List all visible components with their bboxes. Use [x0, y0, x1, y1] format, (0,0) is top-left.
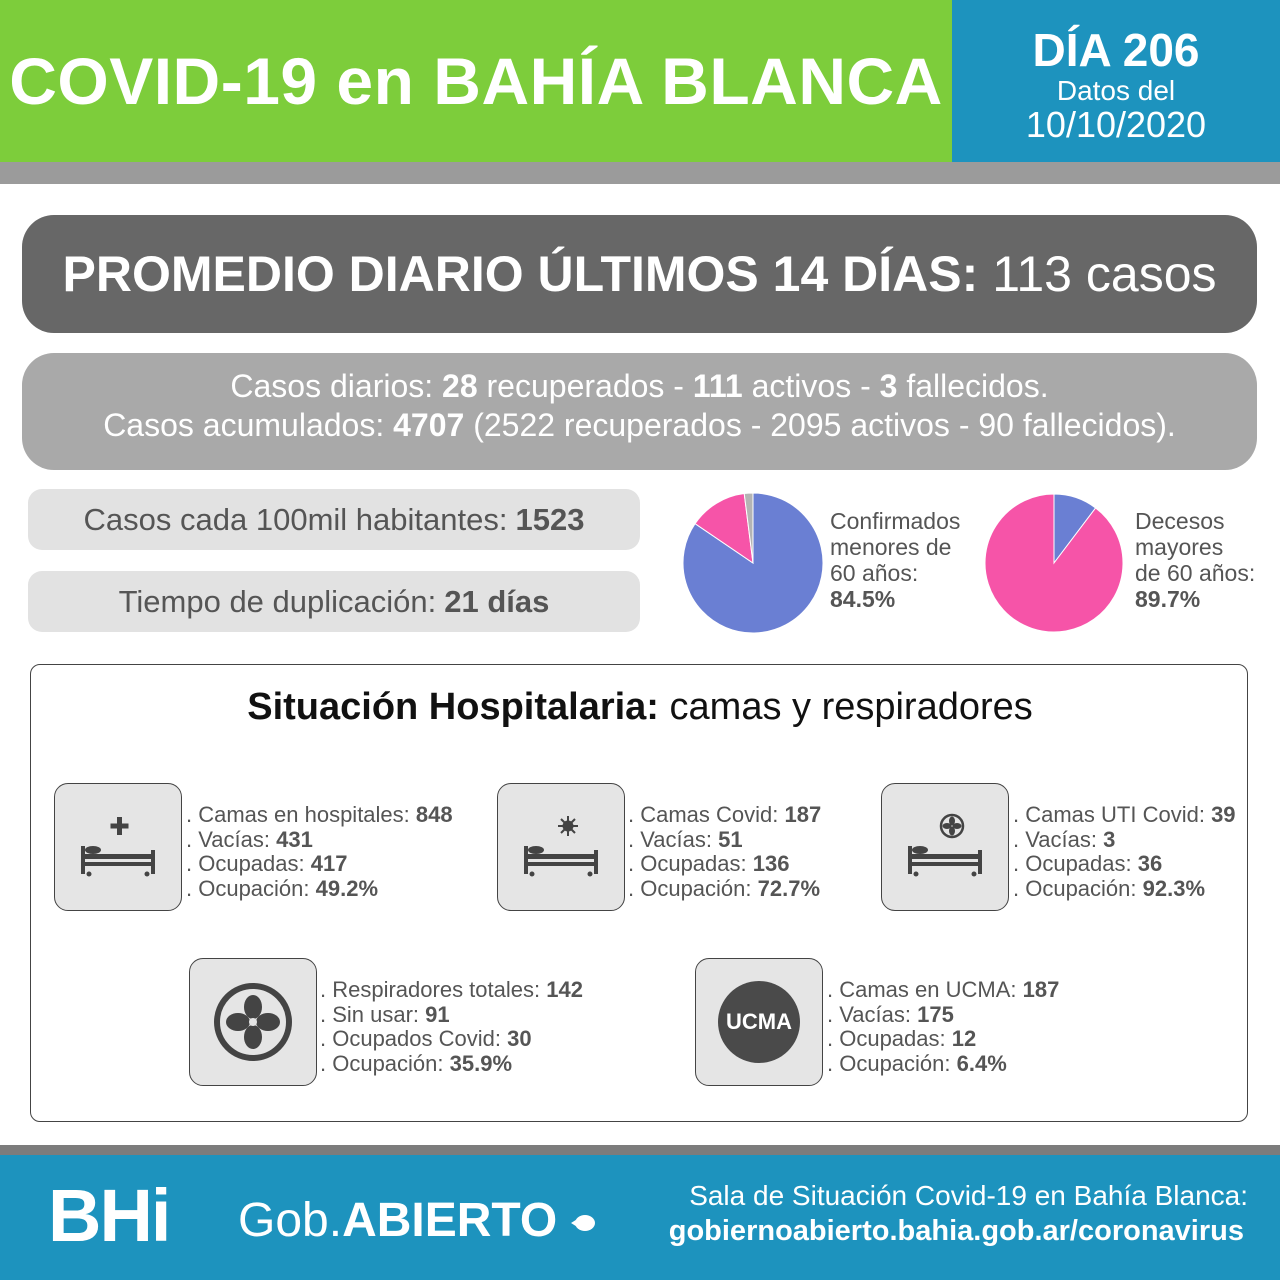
stat-label: . Vacías:	[1013, 826, 1097, 852]
cumulative-cases-line	[22, 406, 1257, 445]
deaths-over-60-percent: 89.7%	[1135, 586, 1201, 612]
stat-row	[320, 1027, 583, 1052]
footer	[0, 1155, 1280, 1280]
ventilator-fan-icon	[189, 958, 317, 1086]
stat-label: . Vacías:	[827, 1001, 911, 1027]
stat-label: . Camas en hospitales:	[186, 802, 410, 827]
stat-row	[320, 978, 583, 1003]
speech-bubble-icon	[571, 1213, 597, 1233]
stat-value: 431	[276, 826, 313, 852]
stat-value: 91	[425, 1001, 450, 1027]
pie-label-line: menores de	[830, 534, 952, 560]
pie-label-line: Confirmados	[830, 508, 961, 534]
stat-label: . Ocupados Covid:	[320, 1026, 501, 1051]
stat-label: . Ocupación:	[827, 1050, 951, 1076]
stat-value: 6.4%	[956, 1050, 1007, 1076]
daily-average-banner	[22, 215, 1257, 333]
stat-row	[827, 1003, 1059, 1028]
stat-row	[827, 1052, 1059, 1077]
cases-per-100k-value: 1523	[515, 501, 585, 537]
stat-value: 848	[415, 802, 453, 827]
situation-room-text: Sala de Situación Covid-19 en Bahía Blanca:	[689, 1180, 1248, 1211]
daily-average-label: PROMEDIO DIARIO ÚLTIMOS 14 DÍAS:	[62, 246, 979, 302]
stat-value: 51	[718, 826, 743, 852]
uti-beds-stats	[1013, 803, 1236, 901]
cases-per-100k-label: Casos cada 100mil habitantes:	[83, 501, 508, 537]
gob-abierto-logo	[238, 1193, 597, 1248]
ucma-badge: UCMA	[718, 981, 800, 1063]
stat-row	[1013, 828, 1236, 853]
pie-label-line: Decesos	[1135, 508, 1225, 534]
stat-row	[186, 803, 453, 828]
stat-row	[186, 852, 453, 877]
stat-value: 49.2%	[315, 875, 379, 901]
stat-label: . Ocupadas:	[186, 851, 305, 876]
hospital-section-title	[0, 686, 1280, 729]
stat-row	[320, 1052, 583, 1077]
stat-value: 36	[1137, 851, 1163, 876]
stat-row	[186, 877, 453, 902]
stat-value: 175	[917, 1001, 954, 1027]
stat-value: 142	[546, 977, 583, 1002]
hospital-beds-stats	[186, 803, 453, 901]
stat-row	[628, 852, 821, 877]
date-panel	[952, 0, 1280, 162]
stat-label: . Ocupación:	[628, 875, 752, 901]
stat-row	[628, 828, 821, 853]
cases-summary	[22, 353, 1257, 470]
data-label: Datos del	[1056, 75, 1176, 106]
ucma-badge-icon	[695, 958, 823, 1086]
covid-beds-stats	[628, 803, 821, 901]
doubling-time	[28, 571, 640, 632]
covid-bed-icon	[497, 783, 625, 911]
stat-value: 72.7%	[757, 875, 821, 901]
cases-per-100k	[28, 489, 640, 550]
cumulative-detail: (2522 recuperados - 2095 activos - 90 fallecidos).	[473, 407, 1176, 443]
stat-value: 12	[951, 1026, 977, 1051]
doubling-time-value: 21 días	[444, 583, 550, 619]
deaths-over-60-pie-label	[1135, 508, 1255, 612]
daily-deaths-value: 3	[879, 368, 898, 404]
daily-cases-line	[22, 367, 1257, 406]
stat-row	[1013, 803, 1236, 828]
stat-value: 30	[507, 1026, 532, 1051]
stat-value: 187	[784, 802, 822, 827]
stat-label: . Camas UTI Covid:	[1013, 802, 1205, 827]
stat-row	[628, 803, 821, 828]
page-title: COVID-19 en BAHÍA BLANCA	[9, 44, 943, 118]
deaths-over-60-pie-chart	[984, 493, 1124, 633]
doubling-time-label: Tiempo de duplicación:	[118, 583, 437, 619]
pie-label-line: de 60 años:	[1135, 560, 1256, 586]
stat-label: . Sin usar:	[320, 1001, 420, 1027]
hospital-title-bold: Situación Hospitalaria:	[247, 686, 659, 728]
uti-bed-icon	[881, 783, 1009, 911]
day-counter: DÍA 206	[1032, 24, 1200, 76]
daily-deaths-text: fallecidos.	[906, 368, 1049, 404]
hospital-title-rest: camas y respiradores	[669, 686, 1033, 728]
gob-bold: ABIERTO	[342, 1194, 558, 1247]
hospital-bed-plus-icon	[54, 783, 182, 911]
header-divider	[0, 162, 1280, 184]
pie-label-line: mayores	[1135, 534, 1224, 560]
stat-value: 187	[1022, 977, 1060, 1002]
stat-label: . Vacías:	[186, 826, 270, 852]
stat-label: . Ocupadas:	[1013, 851, 1132, 876]
stat-label: . Ocupadas:	[628, 851, 747, 876]
pie-slice-main	[985, 494, 1123, 632]
stat-row	[827, 978, 1059, 1003]
stat-label: . Ocupadas:	[827, 1026, 946, 1051]
stat-row	[186, 828, 453, 853]
stat-label: . Camas Covid:	[628, 802, 779, 827]
stat-value: 136	[752, 851, 790, 876]
stat-value: 39	[1211, 802, 1236, 827]
daily-average-value: 113 casos	[992, 246, 1217, 302]
daily-recovered-value: 28	[442, 368, 478, 404]
ventilators-stats	[320, 978, 583, 1076]
footer-divider	[0, 1145, 1280, 1155]
stat-row	[628, 877, 821, 902]
stat-value: 3	[1103, 826, 1116, 852]
stat-label: . Ocupación:	[1013, 875, 1137, 901]
stat-row	[1013, 852, 1236, 877]
website-link[interactable]: gobiernoabierto.bahia.gob.ar/coronavirus	[668, 1215, 1244, 1247]
stat-label: . Respiradores totales:	[320, 977, 541, 1002]
under-60-pie-label	[830, 508, 960, 612]
bhi-logo: BHi	[48, 1174, 170, 1257]
stat-value: 92.3%	[1142, 875, 1206, 901]
stat-row	[320, 1003, 583, 1028]
stat-label: . Camas en UCMA:	[827, 977, 1017, 1002]
pie-label-line: 60 años:	[830, 560, 919, 586]
stat-value: 35.9%	[449, 1050, 513, 1076]
daily-active-text: activos -	[751, 368, 871, 404]
daily-active-value: 111	[692, 368, 743, 404]
stat-label: . Ocupación:	[186, 875, 310, 901]
stat-row	[1013, 877, 1236, 902]
daily-recovered-text: recuperados -	[486, 368, 684, 404]
cumulative-label: Casos acumulados:	[103, 407, 385, 443]
daily-cases-label: Casos diarios:	[230, 368, 434, 404]
gob-prefix: Gob.	[238, 1194, 343, 1247]
cumulative-total-value: 4707	[393, 407, 465, 443]
stat-value: 417	[310, 851, 348, 876]
under-60-percent: 84.5%	[830, 586, 896, 612]
report-date: 10/10/2020	[1025, 104, 1207, 145]
stat-label: . Ocupación:	[320, 1050, 444, 1076]
under-60-pie-chart	[682, 492, 824, 634]
stat-label: . Vacías:	[628, 826, 712, 852]
ucma-stats	[827, 978, 1059, 1076]
stat-row	[827, 1027, 1059, 1052]
